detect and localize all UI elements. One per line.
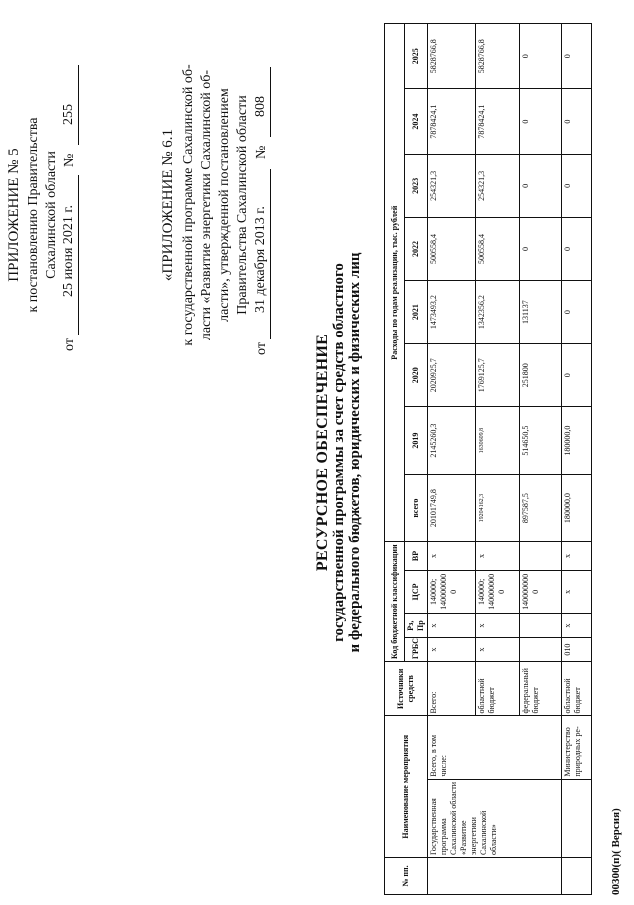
cell-2022: 500558,4 — [428, 217, 476, 280]
cell-num — [428, 858, 562, 895]
col-header-2023: 2023 — [405, 154, 428, 217]
cell-2024: 0 — [562, 89, 592, 154]
cell-source: областной бюджет — [562, 662, 592, 716]
cell-2021: 1473493,2 — [428, 281, 476, 344]
cell-2021: 0 — [562, 281, 592, 344]
cell-rzpr: x — [476, 614, 520, 638]
appendix-5-number-label: № — [62, 153, 77, 167]
appendix-6-1-from-label: от — [254, 342, 269, 355]
cell-total: 180000,0 — [562, 474, 592, 541]
col-header-budget-code: Код бюджетной классификации — [385, 542, 405, 662]
col-header-csr: ЦСР — [405, 570, 428, 614]
cell-2025: 0 — [520, 24, 562, 89]
appendix-6-1-line-4: Правительства Сахалинской области — [235, 95, 250, 315]
col-header-num: № пп. — [385, 858, 428, 895]
col-header-2019: 2019 — [405, 407, 428, 474]
col-header-expenses: Расходы по годам реализации, тыс. рублей — [385, 24, 405, 542]
appendix-5-title: ПРИЛОЖЕНИЕ № 5 — [6, 148, 22, 282]
cell-2021: 1342356,2 — [476, 281, 520, 344]
appendix-6-1-date-underline — [270, 169, 271, 339]
appendix-5-from-label: от — [62, 338, 77, 351]
cell-vr: x — [562, 542, 592, 570]
title-line-3: и федерального бюджетов, юридических и физических лиц — [347, 252, 363, 653]
cell-2020: 0 — [562, 344, 592, 407]
appendix-6-1-line-3: ласти», утвержденной постановлением — [217, 88, 232, 322]
cell-2023: 254321,3 — [476, 154, 520, 217]
cell-ministry: Министерство природных ре- — [562, 716, 592, 779]
cell-2024: 7878424,1 — [428, 89, 476, 154]
cell-source: федеральный бюджет — [520, 662, 562, 716]
col-header-total: всего — [405, 474, 428, 541]
cell-csr: 140000; 140000000 0 — [428, 570, 476, 614]
table-row — [562, 24, 592, 895]
col-header-2024: 2024 — [405, 89, 428, 154]
cell-2020: 251800 — [520, 344, 562, 407]
appendix-6-1-block — [160, 45, 300, 365]
cell-csr: x — [562, 570, 592, 614]
cell-2019: 514650,5 — [520, 407, 562, 474]
cell-vr: x — [428, 542, 476, 570]
appendix-6-1-number: 808 — [253, 96, 268, 117]
cell-grbs: x — [428, 638, 476, 662]
cell-rzpr — [520, 614, 562, 638]
appendix-5-date-underline — [78, 175, 79, 335]
cell-num — [562, 858, 592, 895]
cell-2019: 180000,0 — [562, 407, 592, 474]
document-version-code: 00300(п)( Версия) — [610, 808, 622, 895]
title-line-2: государственной программы за счет средств областного — [331, 263, 347, 642]
cell-event-empty — [562, 779, 592, 857]
cell-2023: 0 — [520, 154, 562, 217]
cell-2020: 2020925,7 — [428, 344, 476, 407]
cell-2019: 2145260,3 — [428, 407, 476, 474]
appendix-6-1-date: 31 декабря 2013 г. — [253, 206, 268, 313]
appendix-6-1-title: «ПРИЛОЖЕНИЕ № 6.1 — [160, 128, 176, 282]
col-header-vr: ВР — [405, 542, 428, 570]
appendix-6-1-line-1: к государственной программе Сахалинской об- — [181, 64, 196, 346]
cell-vr — [520, 542, 562, 570]
cell-2023: 254321,3 — [428, 154, 476, 217]
col-header-2020: 2020 — [405, 344, 428, 407]
col-header-rzpr: Рз, Пр — [405, 614, 428, 638]
col-header-2022: 2022 — [405, 217, 428, 280]
cell-csr: 140000; 140000000 0 — [476, 570, 520, 614]
cell-2020: 1769125,7 — [476, 344, 520, 407]
cell-2019: 1630609,8 — [476, 407, 520, 474]
table-row — [428, 24, 476, 895]
cell-source: Всего: — [428, 662, 476, 716]
cell-2023: 0 — [562, 154, 592, 217]
cell-source: областной бюджет — [476, 662, 520, 716]
cell-grbs — [520, 638, 562, 662]
cell-2025: 5828766,8 — [428, 24, 476, 89]
appendix-6-1-line-2: ласти «Развитие энергетики Сахалинской об- — [199, 69, 214, 341]
cell-2024: 7878424,1 — [476, 89, 520, 154]
appendix-6-1-number-label: № — [254, 145, 269, 159]
appendix-5-number: 255 — [61, 104, 76, 125]
appendix-5-block — [6, 65, 106, 365]
cell-program-name: Государственная программа Сахалинской области «Развитие энергетики Сахалинской области» — [428, 779, 562, 857]
cell-grbs: 010 — [562, 638, 592, 662]
col-header-source: Источники средств — [385, 662, 428, 716]
cell-total: 19204162,3 — [476, 474, 520, 541]
resources-table — [384, 23, 592, 895]
cell-2024: 0 — [520, 89, 562, 154]
cell-2025: 5828766,8 — [476, 24, 520, 89]
cell-2025: 0 — [562, 24, 592, 89]
cell-2022: 0 — [520, 217, 562, 280]
appendix-5-number-underline — [78, 65, 79, 145]
appendix-5-line-1: к постановлению Правительства — [26, 117, 41, 313]
cell-total: 20101749,8 — [428, 474, 476, 541]
cell-csr: 140000000 0 — [520, 570, 562, 614]
cell-rzpr: x — [562, 614, 592, 638]
document-title — [315, 0, 363, 905]
appendix-6-1-number-underline — [270, 67, 271, 137]
title-line-1: РЕСУРСНОЕ ОБЕСПЕЧЕНИЕ — [314, 333, 331, 572]
cell-2022: 0 — [562, 217, 592, 280]
cell-2022: 500558,4 — [476, 217, 520, 280]
appendix-5-date: 25 июня 2021 г. — [61, 204, 76, 297]
cell-2021: 131137 — [520, 281, 562, 344]
cell-total: 897587,5 — [520, 474, 562, 541]
cell-program-subtitle: Всего, в том числе: — [428, 716, 562, 779]
col-header-grbs: ГРБС — [405, 638, 428, 662]
cell-grbs: x — [476, 638, 520, 662]
col-header-event: Наименование мероприятия — [385, 716, 428, 858]
cell-vr: x — [476, 542, 520, 570]
cell-rzpr: x — [428, 614, 476, 638]
table-header-row-1 — [385, 24, 405, 895]
col-header-2025: 2025 — [405, 24, 428, 89]
col-header-2021: 2021 — [405, 281, 428, 344]
appendix-5-line-2: Сахалинской области — [44, 151, 59, 279]
